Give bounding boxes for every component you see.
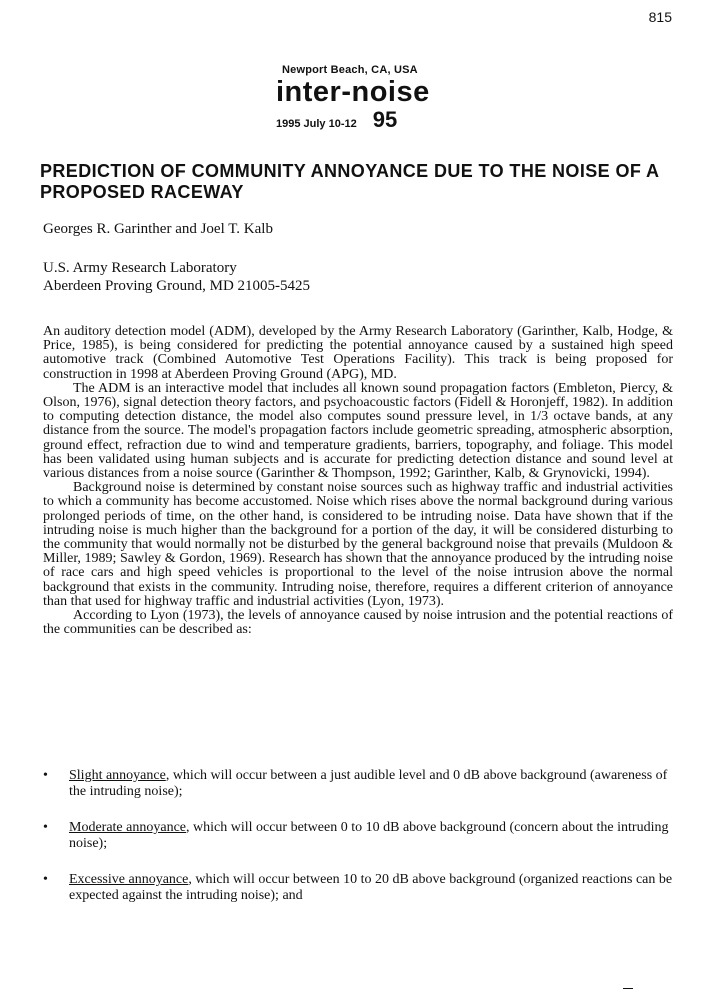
paper-affiliation bbox=[43, 259, 310, 295]
conference-logo bbox=[276, 64, 446, 130]
paragraph: Background noise is determined by constant noise sources such as highway traffic and industrial activities to which a community has become accustomed. Noise which rises above the normal background during various prolonged periods of time, on the other hand, is considered to be intruding noise. Data have shown that if the intruding noise is much higher than the background for a portion of the day, it will be considered disturbing to the community that would normally not be disturbed by the general background noise that prevails (Muldoon & Miller, 1989; Sawley & Gordon, 1969). Research has shown that the annoyance produced by the intruding noise of race cars and high speed vehicles is proportional to the level of the noise intrusion above the normal background that exists in the community. Intruding noise, therefore, requires a different criterion of annoyance than that used for highway traffic and industrial activities (Lyon, 1973). bbox=[43, 480, 673, 609]
list-item-text: , which will occur between a just audible level and 0 dB above background (awareness of the intruding noise); bbox=[69, 768, 668, 799]
page-mark bbox=[623, 988, 633, 989]
bullet-icon: • bbox=[43, 768, 48, 783]
list-item-term: Slight annoyance bbox=[69, 768, 166, 783]
bullet-icon: • bbox=[43, 872, 48, 887]
conference-date-row bbox=[276, 107, 446, 132]
list-item bbox=[43, 820, 673, 852]
body-text bbox=[43, 325, 673, 637]
annoyance-levels-list bbox=[43, 768, 673, 924]
paper-title: PREDICTION OF COMMUNITY ANNOYANCE DUE TO THE NOISE OF A PROPOSED RACEWAY bbox=[40, 161, 659, 202]
list-item-term: Moderate annoyance bbox=[69, 820, 186, 835]
list-item bbox=[43, 768, 673, 800]
paper-authors: Georges R. Garinther and Joel T. Kalb bbox=[43, 221, 273, 237]
paragraph: According to Lyon (1973), the levels of annoyance caused by noise intrusion and the potential reactions of the communities can be described as: bbox=[43, 608, 673, 638]
conference-name: inter-noise bbox=[276, 76, 430, 108]
list-item-text: , which will occur between 0 to 10 dB above background (concern about the intruding noise); bbox=[69, 820, 669, 851]
list-item-text: , which will occur between 10 to 20 dB above background (organized reactions can be expected against the intruding noise); and bbox=[69, 872, 673, 903]
list-item-term: Excessive annoyance bbox=[69, 872, 189, 887]
page-number: 815 bbox=[648, 9, 672, 25]
conference-date: 1995 July 10-12 bbox=[276, 118, 357, 130]
affiliation-line: U.S. Army Research Laboratory bbox=[43, 260, 237, 276]
paragraph: The ADM is an interactive model that includes all known sound propagation factors (Embleton, Piercy, & Olson, 1976), signal detection theory factors, and psychoacoustic factors (Fidell & Horonjeff, 1982). In addition to computing detection distance, the model also computes sound pressure level, in 1/3 octave bands, at any distance from the source. The model's propagation factors include geometric spreading, atmospheric absorption, ground effect, refraction due to wind and temperature gradients, barriers, topography, and foliage. This model has been validated using human subjects and is accurate for predicting detection distance and sound level at various distances from a noise source (Garinther & Thompson, 1992; Garinther, Kalb, & Grynovicki, 1994). bbox=[43, 380, 673, 482]
conference-location: Newport Beach, CA, USA bbox=[282, 64, 418, 76]
paragraph: An auditory detection model (ADM), developed by the Army Research Laboratory (Garinther, Kalb, Hodge, & Price, 1985), is being considered for predicting the potential annoyance caused by a sustained high speed automotive track (Combined Automotive Test Operations Facility). This track is being proposed for construction in 1998 at Aberdeen Proving Ground (APG), MD. bbox=[43, 324, 673, 382]
list-item bbox=[43, 872, 673, 904]
bullet-icon: • bbox=[43, 820, 48, 835]
affiliation-line: Aberdeen Proving Ground, MD 21005-5425 bbox=[43, 278, 311, 294]
conference-year: 95 bbox=[372, 107, 398, 132]
